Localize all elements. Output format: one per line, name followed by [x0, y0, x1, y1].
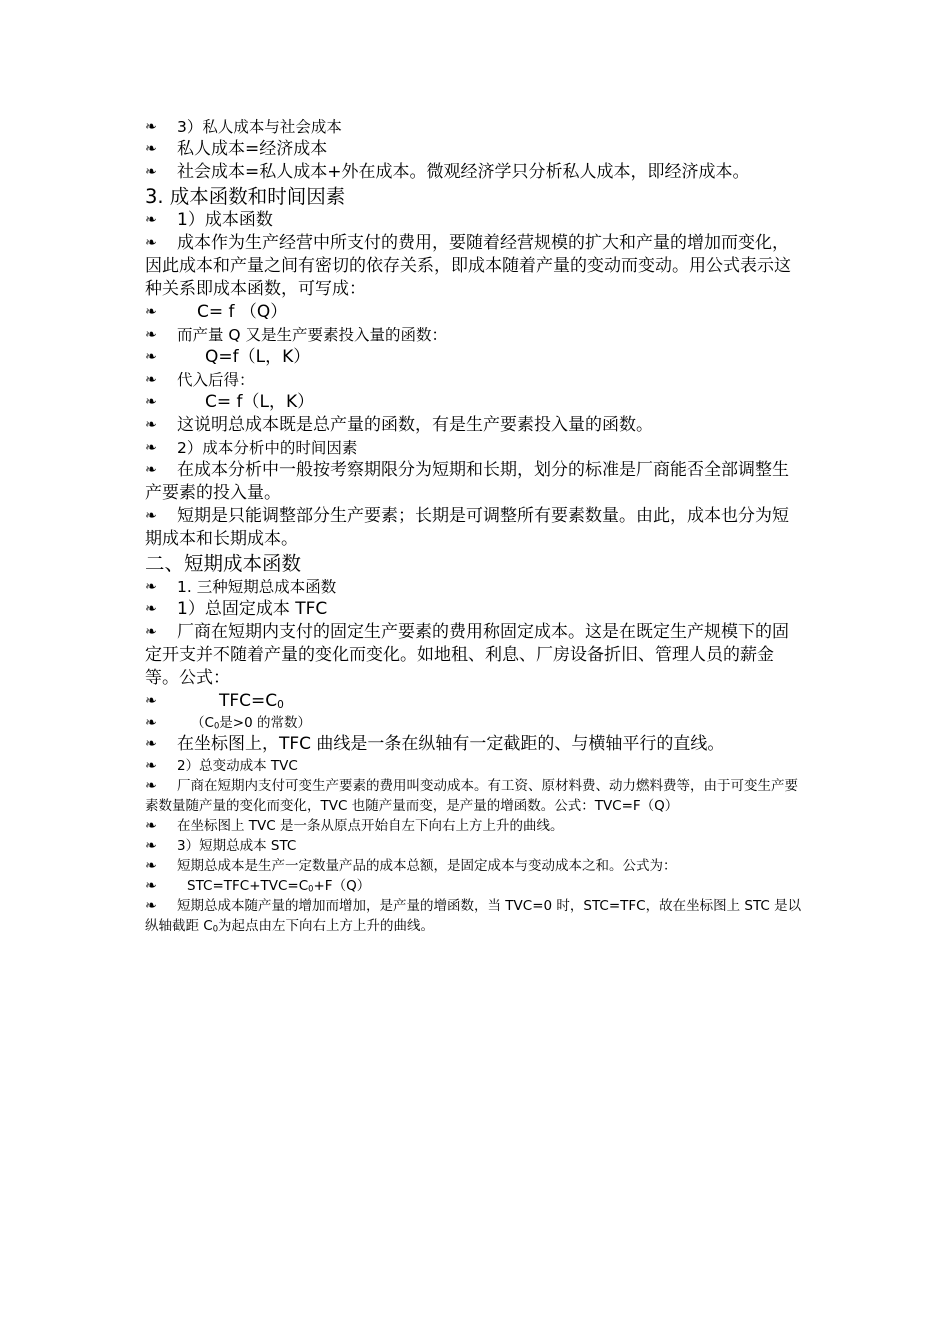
bullet-line: [145, 324, 805, 346]
line-text: 这说明总成本既是总产量的函数，有是生产要素投入量的函数。: [177, 415, 653, 435]
line-text: 在坐标图上 TVC 是一条从原点开始自左下向右上方上升的曲线。: [177, 818, 564, 834]
bullet-line: [145, 209, 805, 232]
bullet-icon: ❧: [145, 715, 157, 731]
formula-main: （C: [191, 715, 214, 731]
bullet-paragraph: [145, 505, 805, 551]
bullet-line: [145, 346, 805, 369]
line-text: 1）成本函数: [177, 210, 273, 230]
bullet-icon: ❧: [145, 878, 157, 894]
line-text: 3）短期总成本 STC: [177, 838, 297, 854]
bullet-paragraph: [145, 896, 805, 936]
bullet-icon: ❧: [145, 601, 157, 617]
bullet-paragraph: [145, 232, 805, 301]
line-text: 为起点由左下向右上方上升的曲线。: [218, 918, 435, 934]
bullet-line: [145, 576, 805, 598]
bullet-paragraph: [145, 776, 805, 816]
formula-text: C= f （Q）: [197, 302, 288, 322]
bullet-icon: ❧: [145, 417, 157, 433]
bullet-icon: ❧: [145, 838, 157, 854]
line-text: 私人成本=经济成本: [177, 139, 328, 159]
line-text: 2）成本分析中的时间因素: [177, 439, 358, 457]
bullet-paragraph: [145, 459, 805, 505]
bullet-line: [145, 414, 805, 437]
line-text: 代入后得：: [177, 371, 255, 389]
bullet-paragraph: [145, 621, 805, 690]
section-heading: 二、短期成本函数: [145, 552, 302, 575]
bullet-icon: ❧: [145, 164, 157, 180]
bullet-icon: ❧: [145, 212, 157, 228]
bullet-line: [145, 391, 805, 414]
line-text: 2）总变动成本 TVC: [177, 758, 298, 774]
bullet-icon: ❧: [145, 394, 157, 410]
formula-rest: +F（Q）: [313, 878, 371, 894]
section-heading: 3. 成本函数和时间因素: [145, 185, 346, 208]
line-text: 社会成本=私人成本+外在成本。微观经济学只分析私人成本，即经济成本。: [177, 162, 750, 182]
line-text: 3）私人成本与社会成本: [177, 118, 342, 136]
subscript: 0: [308, 883, 314, 894]
bullet-icon: ❧: [145, 141, 157, 157]
bullet-icon: ❧: [145, 624, 157, 640]
line-text: 短期总成本是生产一定数量产品的成本总额，是固定成本与变动成本之和。公式为：: [177, 858, 677, 874]
bullet-icon: ❧: [145, 508, 157, 524]
bullet-icon: ❧: [145, 736, 157, 752]
bullet-icon: ❧: [145, 349, 157, 365]
bullet-icon: ❧: [145, 327, 157, 343]
line-text: 厂商在短期内支付可变生产要素的费用叫变动成本。有工资、原材料费、动力燃料费等，由于可变生产要素数量随产量的变化而变化，TVC 也随产量而变，是产量的增函数。公式：TVC=F（Q）: [145, 778, 798, 814]
line-text: 成本作为生产经营中所支付的费用，要随着经营规模的扩大和产量的增加而变化，因此成本和产量之间有密切的依存关系，即成本随着产量的变动而变动。用公式表示这种关系即成本函数，可写成：: [145, 233, 791, 299]
bullet-line: [145, 876, 805, 896]
formula-rest: 是>0 的常数）: [219, 715, 311, 731]
bullet-icon: ❧: [145, 579, 157, 595]
bullet-icon: ❧: [145, 693, 157, 709]
formula-text: C= f（L，K）: [205, 392, 315, 412]
bullet-line: [145, 301, 805, 324]
formula-main: TFC=C: [219, 691, 278, 711]
bullet-icon: ❧: [145, 898, 157, 914]
line-text: 短期是只能调整部分生产要素；长期是可调整所有要素数量。由此，成本也分为短期成本和长期成本。: [145, 506, 789, 549]
bullet-line: [145, 816, 805, 836]
formula-text: [177, 715, 311, 731]
bullet-line: [145, 690, 805, 713]
formula-main: STC=TFC+TVC=C: [187, 878, 309, 894]
line-text: 而产量 Q 又是生产要素投入量的函数：: [177, 326, 448, 344]
line-text: 1）总固定成本 TFC: [177, 599, 328, 619]
bullet-line: [145, 116, 805, 138]
bullet-icon: ❧: [145, 858, 157, 874]
bullet-line: [145, 856, 805, 876]
line-text: 厂商在短期内支付的固定生产要素的费用称固定成本。这是在既定生产规模下的固定开支并不随着产量的变化而变化。如地租、利息、厂房设备折旧、管理人员的薪金等。公式：: [145, 622, 789, 688]
bullet-icon: ❧: [145, 758, 157, 774]
bullet-line: [145, 369, 805, 391]
subscript: 0: [212, 923, 219, 934]
formula-text: Q=f（L，K）: [205, 347, 311, 367]
bullet-icon: ❧: [145, 119, 157, 135]
bullet-line: [145, 161, 805, 184]
bullet-icon: ❧: [145, 778, 157, 794]
bullet-icon: ❧: [145, 818, 157, 834]
bullet-line: [145, 598, 805, 621]
document-body: [145, 116, 805, 936]
formula-text: [177, 691, 284, 711]
bullet-line: [145, 756, 805, 776]
bullet-line: [145, 733, 805, 756]
bullet-line: [145, 713, 805, 733]
bullet-line: [145, 836, 805, 856]
formula-text: [177, 878, 370, 894]
bullet-icon: ❧: [145, 462, 157, 478]
bullet-line: [145, 138, 805, 161]
bullet-icon: ❧: [145, 440, 157, 456]
line-text: 在成本分析中一般按考察期限分为短期和长期，划分的标准是厂商能否全部调整生产要素的投入量。: [145, 460, 789, 503]
bullet-icon: ❧: [145, 235, 157, 251]
bullet-icon: ❧: [145, 304, 157, 320]
line-text: 在坐标图上，TFC 曲线是一条在纵轴有一定截距的、与横轴平行的直线。: [177, 734, 725, 754]
bullet-line: [145, 437, 805, 459]
line-text: 短期总成本随产量的增加而增加，是产量的增函数，当 TVC=0 时，STC=TFC，故在坐标图上 STC 是以纵轴截距 C: [145, 898, 802, 934]
bullet-icon: ❧: [145, 372, 157, 388]
subscript: 0: [277, 699, 284, 712]
subscript: 0: [213, 720, 220, 731]
line-text: 1. 三种短期总成本函数: [177, 578, 337, 596]
